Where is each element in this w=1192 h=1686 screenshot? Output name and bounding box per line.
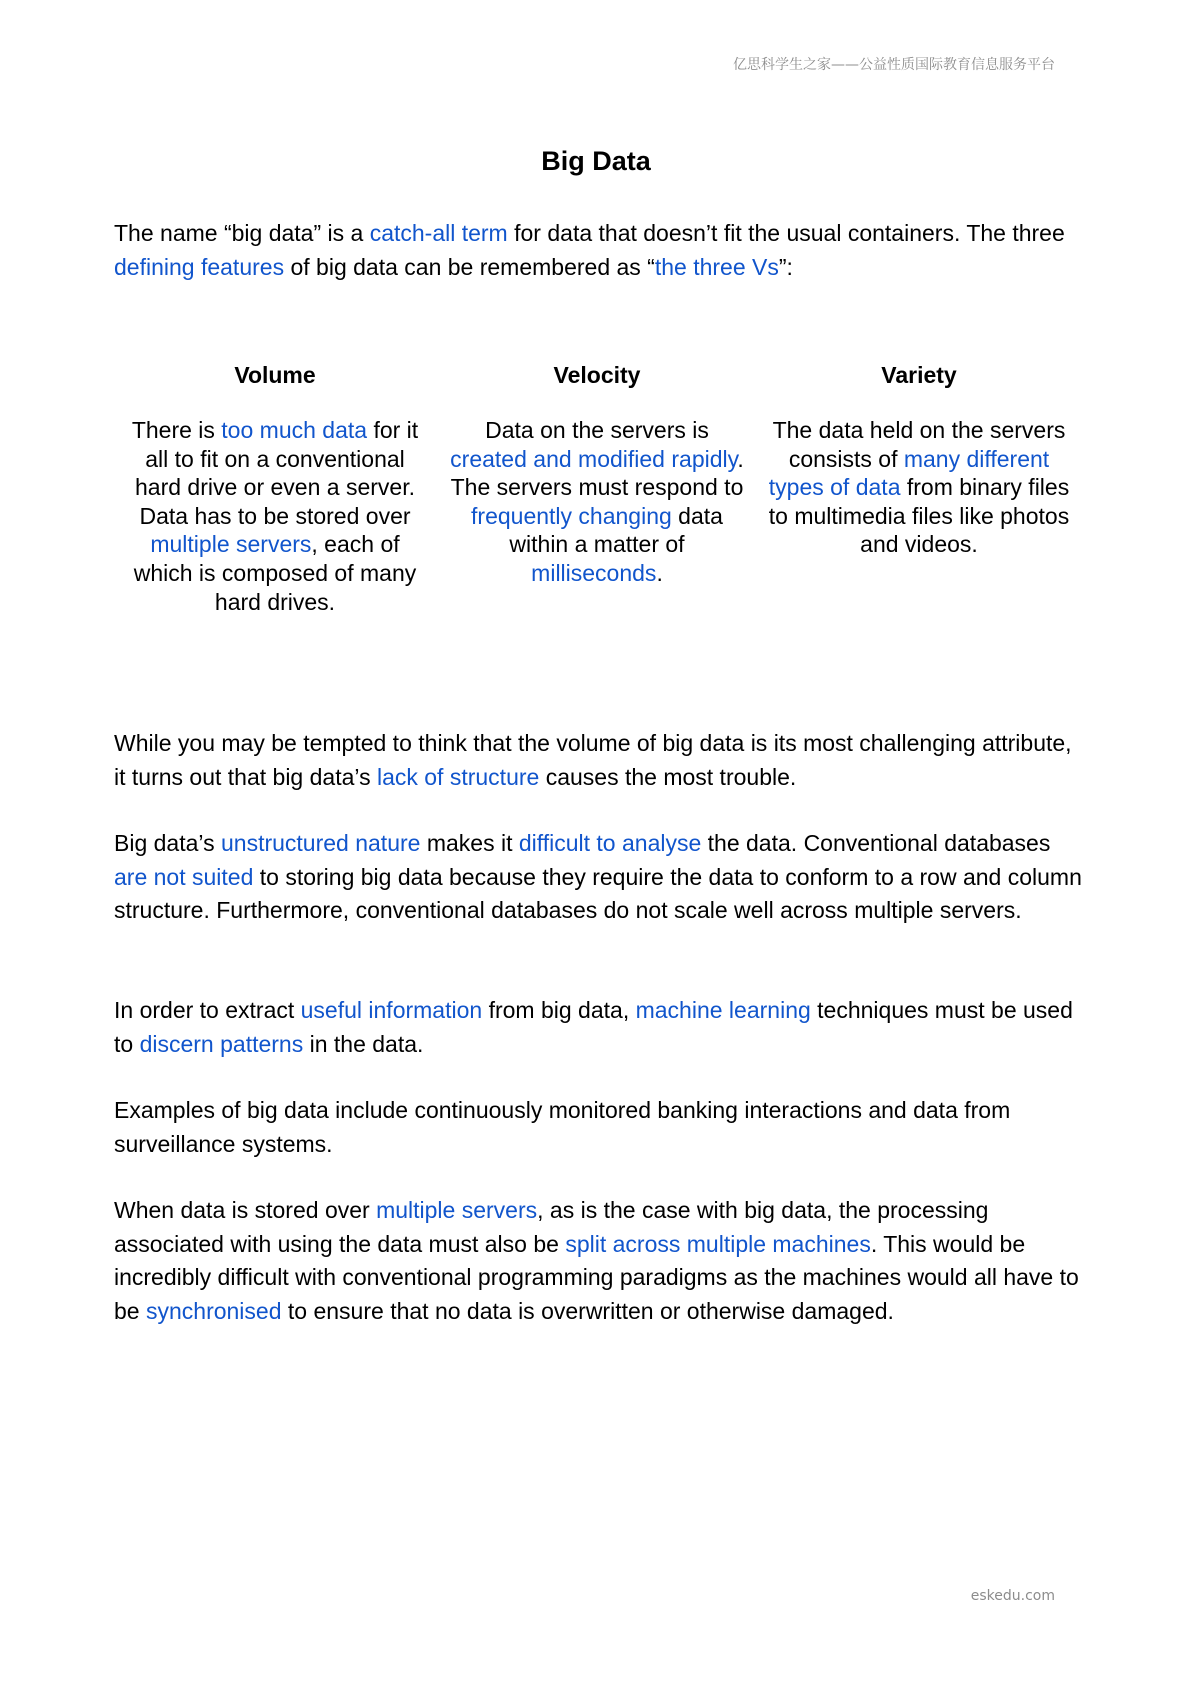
highlight-useful-information: useful information	[300, 997, 483, 1023]
variety-heading: Variety	[881, 362, 957, 388]
highlight-created-and-modified-rapidly: created and modified rapidly	[450, 445, 738, 472]
highlight-multiple-servers: multiple servers	[150, 531, 312, 558]
p6-text-3: . This would be incredibly difficult with conventional programming paradigms as the machines would all have to be	[114, 1230, 1079, 1324]
velocity-text-1: Data on the servers is	[485, 417, 709, 443]
highlight-machine-learning: machine learning	[635, 997, 811, 1023]
highlight-difficult-to-analyse: difficult to analyse	[518, 830, 702, 856]
velocity-text-2: . The servers must respond to	[450, 445, 744, 501]
p3-text-2: makes it	[420, 830, 519, 856]
velocity-text	[436, 416, 758, 588]
volume-text-3: , each of which is composed of many hard drives.	[133, 531, 417, 615]
intro-paragraph	[114, 217, 1084, 284]
p5-text-1: Examples of big data include continuously monitored banking interactions and data from surveillance systems.	[114, 1097, 1011, 1157]
p2-text-1: While you may be tempted to think that the volume of big data is its most challenging attribute, it turns out that big data’s	[114, 730, 1072, 790]
variety-text-2: from binary files to multimedia files like photos and videos.	[768, 474, 1070, 558]
intro-text-4: ”:	[778, 253, 793, 280]
velocity-text-3: data within a matter of	[509, 502, 723, 558]
velocity-heading: Velocity	[553, 362, 641, 388]
p3-text-3: the data. Conventional databases	[701, 830, 1051, 856]
highlight-too-much-data: too much data	[221, 417, 368, 443]
highlight-lack-of-structure: lack of structure	[376, 763, 540, 790]
paragraph-machine-learning	[114, 994, 1084, 1061]
highlight-discern-patterns: discern patterns	[139, 1030, 304, 1057]
intro-text-3: of big data can be remembered as “	[284, 253, 655, 280]
page-title: Big Data	[541, 146, 651, 176]
header-watermark: 亿思科学生之家——公益性质国际教育信息服务平台	[733, 57, 1055, 73]
paragraph-unstructured	[114, 827, 1084, 928]
p3-text-4: to storing big data because they require the data to conform to a row and column structure. Furthermore, conventional databases do not scale well across multiple servers.	[114, 863, 1082, 923]
p6-text-2: , as is the case with big data, the processing associated with using the data must also be	[114, 1197, 989, 1257]
column-volume	[114, 359, 436, 616]
variety-text-1: The data held on the servers consists of	[772, 417, 1066, 472]
paragraph-processing	[114, 1194, 1084, 1328]
paragraph-examples	[114, 1094, 1084, 1161]
footer-watermark: eskedu.com	[970, 1588, 1055, 1604]
p4-text-3: techniques must be used to	[114, 997, 1073, 1057]
three-vs-columns	[114, 359, 1080, 616]
volume-text-1: There is	[131, 417, 222, 443]
highlight-are-not-suited: are not suited	[114, 863, 254, 890]
highlight-frequently-changing: frequently changing	[471, 502, 672, 529]
p6-text-4: to ensure that no data is overwritten or otherwise damaged.	[281, 1297, 894, 1324]
velocity-text-4: .	[656, 559, 663, 586]
p4-text-1: In order to extract	[114, 997, 301, 1023]
highlight-multiple-servers-2: multiple servers	[376, 1197, 538, 1223]
highlight-three-vs: the three Vs	[654, 253, 779, 280]
volume-text-2: for it all to fit on a conventional hard drive or even a server. Data has to be stored over	[135, 417, 419, 529]
p6-text-1: When data is stored over	[114, 1197, 377, 1223]
intro-text-2: for data that doesn’t fit the usual containers. The three	[507, 220, 1065, 246]
p4-text-4: in the data.	[303, 1030, 424, 1057]
highlight-milliseconds: milliseconds	[531, 559, 657, 586]
p3-text-1: Big data’s	[114, 830, 221, 856]
volume-text	[114, 416, 436, 616]
variety-text	[758, 416, 1080, 559]
highlight-defining-features: defining features	[114, 253, 285, 280]
highlight-catch-all-term: catch-all term	[369, 220, 508, 246]
highlight-many-different-types-of-data: many different types of data	[768, 445, 1050, 501]
column-velocity	[436, 359, 758, 616]
volume-heading: Volume	[234, 362, 316, 388]
highlight-unstructured-nature: unstructured nature	[220, 830, 421, 856]
highlight-synchronised: synchronised	[145, 1297, 282, 1324]
column-variety	[758, 359, 1080, 616]
p2-text-2: causes the most trouble.	[539, 763, 797, 790]
p4-text-2: from big data,	[482, 997, 636, 1023]
highlight-split-across-multiple-machines: split across multiple machines	[565, 1230, 871, 1257]
paragraph-structure	[114, 727, 1084, 794]
intro-text-1: The name “big data” is a	[114, 220, 370, 246]
